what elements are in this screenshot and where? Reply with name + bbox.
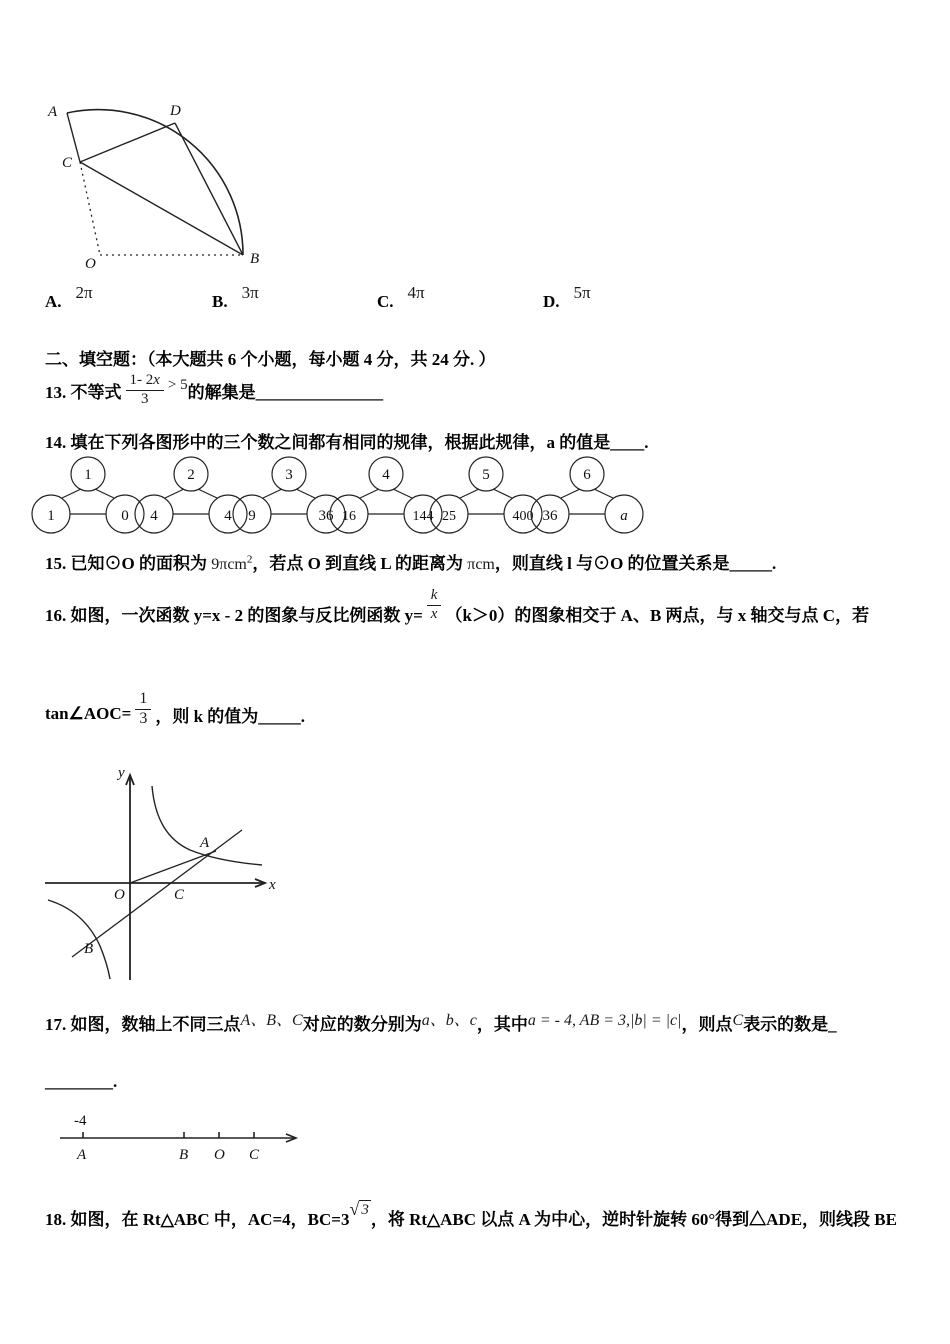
triple6-left: 36: [542, 508, 558, 524]
hyperbola-branch-q1: [152, 786, 262, 865]
point-label-d: D: [170, 103, 181, 119]
radical-sign: √: [349, 1198, 360, 1219]
point-label-a: A: [48, 104, 58, 120]
option-d-letter: D.: [543, 292, 560, 311]
q16-tan-numerator: 1: [135, 691, 151, 710]
number-triple-1: [32, 457, 144, 533]
point-label-b: B: [250, 251, 260, 267]
q17-values-abc: a、b、c: [421, 1012, 477, 1029]
q13-suffix: 的解集是_______________: [187, 382, 384, 402]
option-b-letter: B.: [212, 292, 228, 311]
triple4-top: 4: [382, 467, 390, 483]
question-16-graph: [42, 762, 304, 994]
graph-label-b: B: [84, 941, 94, 957]
option-b-value: 3π: [241, 283, 259, 302]
section-header: 二、填空题：（本大题共 6 个小题，每小题 4 分，共 24 分. ）: [45, 350, 496, 369]
q13-prefix: 13. 不等式: [45, 382, 122, 402]
triple3-top: 3: [285, 467, 293, 483]
q17-point-c: C: [732, 1012, 744, 1029]
number-triple-6: [531, 457, 643, 533]
q17-part2: 对应的数分别为: [302, 1015, 422, 1034]
graph-label-o: O: [114, 887, 125, 903]
question-17-number-line: [52, 1108, 312, 1168]
numberline-label-b: B: [179, 1147, 189, 1163]
number-triple-4: [330, 457, 442, 533]
question-17-blank-line: ________.: [45, 1072, 118, 1091]
numberline-label-a: A: [77, 1147, 87, 1163]
q17-part4: ，则点: [681, 1015, 733, 1034]
question-13: [45, 370, 383, 410]
triple2-top: 2: [187, 467, 195, 483]
q18-part2: ，将 Rt△ABC 以点 A 为中心，逆时针旋转 60°得到△ADE，则线段 BE: [370, 1209, 897, 1229]
question-14-figure: [28, 450, 653, 540]
question-18: [45, 1196, 897, 1238]
option-c-value: 4π: [407, 283, 425, 302]
triple6-top: 6: [583, 467, 591, 483]
q16-fraction-k-over-x: [427, 588, 442, 623]
option-b: [212, 283, 259, 312]
point-label-c: C: [62, 155, 73, 171]
q17-points-abc: A、B、C: [240, 1012, 303, 1029]
q16-part2: （k＞0）的图象相交于 A、B 两点，与 x 轴交与点 C，若: [445, 605, 870, 625]
q16-tan-lead: tan∠AOC=: [45, 704, 132, 723]
radicand: 3: [361, 1201, 369, 1218]
question-17: [45, 1010, 837, 1035]
triple6-right-a: a: [620, 508, 628, 524]
q16-part1: 16. 如图，一次函数 y=x - 2 的图象与反比例函数 y=: [45, 605, 423, 625]
question-15: [45, 549, 776, 574]
triple5-right: 400: [512, 509, 534, 524]
triple1-left: 1: [47, 508, 55, 524]
option-c-letter: C.: [377, 292, 394, 311]
q15-part1: 15. 已知⊙O 的面积为: [45, 554, 212, 573]
solid-segments: [67, 113, 243, 255]
number-triple-5: [430, 457, 542, 533]
q13-comparison: > 5: [167, 376, 188, 393]
option-c: [377, 283, 425, 312]
graph-label-a: A: [200, 835, 210, 851]
option-a-value: 2π: [75, 283, 93, 302]
triple5-left: 25: [442, 509, 456, 524]
q15-part3: ，则直线 l 与⊙O 的位置关系是_____.: [494, 554, 777, 573]
number-triple-3: [233, 457, 345, 533]
option-d-value: 5π: [573, 283, 591, 302]
graph-label-x: x: [269, 877, 276, 893]
graph-label-c: C: [174, 887, 185, 903]
q16-numerator-k: k: [427, 588, 442, 606]
triple1-top: 1: [84, 467, 92, 483]
sqrt-3-radical: [349, 1200, 370, 1219]
q17-part3: ，其中: [476, 1015, 528, 1034]
q15-superscript: 2: [246, 553, 253, 566]
q13-fraction: [126, 373, 164, 408]
point-label-o: O: [85, 256, 96, 272]
triple1-right: 0: [121, 508, 129, 524]
triple4-left: 16: [342, 509, 356, 524]
q13-numerator: 1- 2: [129, 371, 154, 388]
numberline-label-c: C: [249, 1147, 260, 1163]
q18-part1: 18. 如图，在 Rt△ABC 中，AC=4，BC=3: [45, 1209, 350, 1229]
option-a-letter: A.: [45, 292, 62, 311]
q16-fraction-one-third: [135, 691, 151, 728]
triple2-left: 4: [150, 508, 158, 524]
number-line-axis: [60, 1132, 296, 1142]
q15-part2: ，若点 O 到直线 L 的距离为: [252, 554, 468, 573]
q17-part5: 表示的数是_: [743, 1015, 837, 1034]
q16-tan-denominator: 3: [139, 709, 148, 727]
triple3-right: 36: [318, 508, 334, 524]
q16-tan-tail: ，则 k 的值为_____.: [155, 706, 306, 726]
triple2-right: 4: [224, 508, 232, 524]
triple4-right: 144: [412, 509, 434, 524]
triple5-top: 5: [482, 467, 490, 483]
numberline-label-minus4: -4: [74, 1113, 87, 1129]
number-triple-2: [135, 457, 247, 533]
option-a: [45, 283, 93, 312]
numberline-label-o: O: [214, 1147, 225, 1163]
q17-conditions: a = - 4, AB = 3,|b| = |c|: [527, 1012, 682, 1029]
graph-label-y: y: [118, 765, 125, 781]
geometry-figure-sector: [40, 88, 270, 278]
line-y-equals-x-minus-2: [72, 830, 242, 957]
question-16-tan-line: [45, 688, 305, 740]
q15-area-value: 9πcm: [211, 556, 247, 573]
q13-numerator-var: x: [153, 371, 160, 388]
q16-denominator-x: x: [430, 605, 438, 622]
triple3-left: 9: [248, 508, 256, 524]
q13-denominator: 3: [140, 390, 149, 407]
q15-distance-value: πcm: [467, 556, 495, 573]
option-d: [543, 283, 591, 312]
hyperbola-branch-q3: [48, 900, 110, 979]
q17-part1: 17. 如图，数轴上不同三点: [45, 1015, 241, 1034]
segment-oa: [130, 851, 216, 883]
question-14-text: 14. 填在下列各图形中的三个数之间都有相同的规律，根据此规律，a 的值是____.: [45, 433, 649, 452]
question-16: [45, 585, 869, 641]
